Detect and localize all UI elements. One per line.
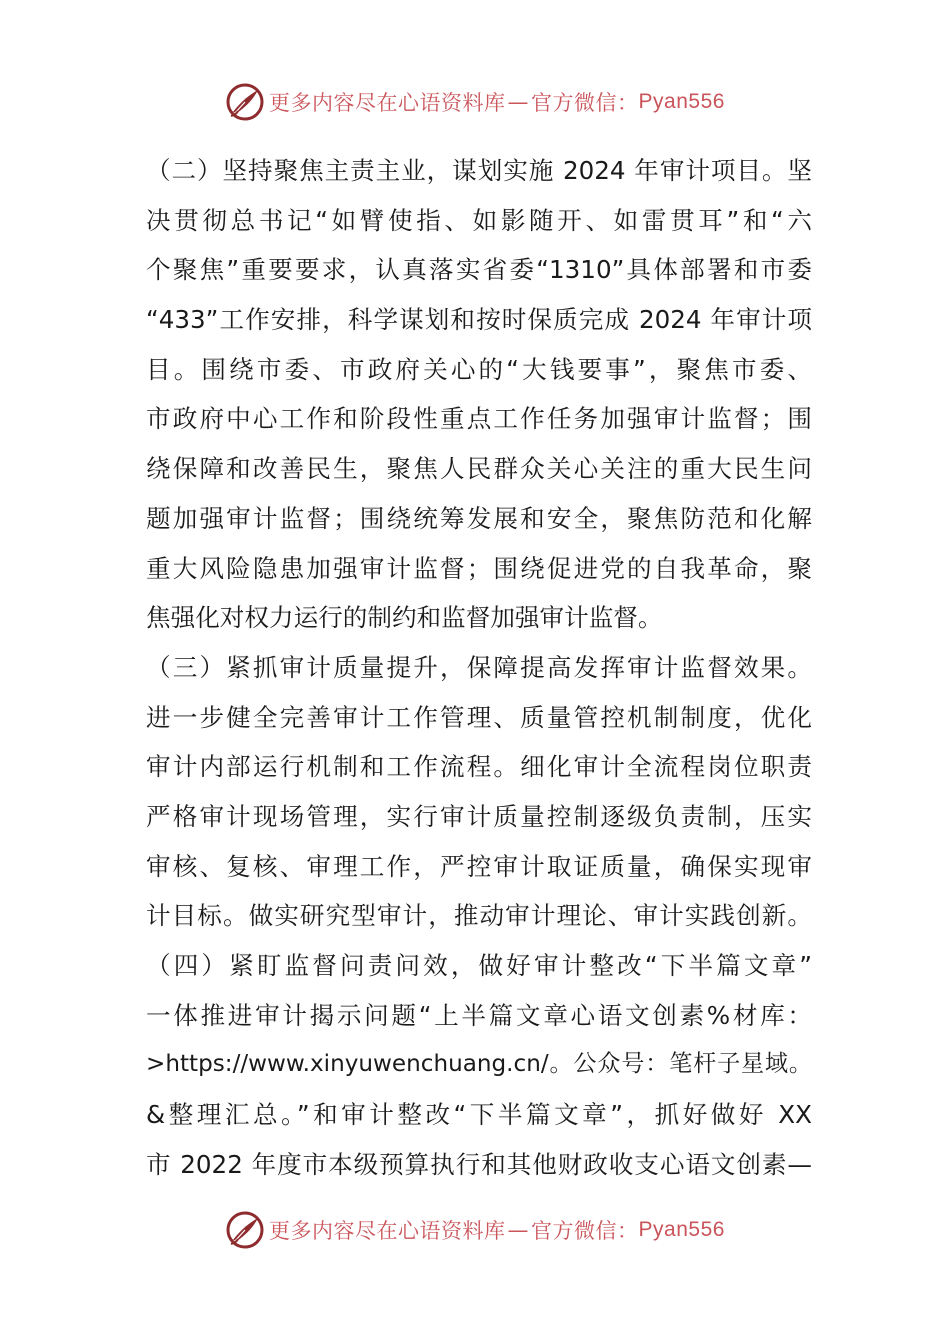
text-line: 决贯彻总书记“如臂使指、如影随开、如雷贯耳”和“六 bbox=[146, 205, 812, 235]
text-line: 计目标。做实研究型审计，推动审计理论、审计实践创新。 bbox=[146, 901, 812, 931]
text-line: （三）紧抓审计质量提升，保障提高发挥审计监督效果。 bbox=[146, 652, 812, 682]
quill-logo-icon bbox=[225, 82, 265, 122]
banner-label: 官方微信： bbox=[531, 91, 639, 115]
text-line: 市 2022 年度市本级预算执行和其他财政收支心语文创素— bbox=[146, 1149, 812, 1179]
banner-label: 官方微信： bbox=[531, 1219, 639, 1243]
text-line: 审计内部运行机制和工作流程。细化审计全流程岗位职责 bbox=[146, 752, 812, 782]
text-line: 目。围绕市委、市政府关心的“大钱要事”，聚焦市委、 bbox=[146, 354, 812, 384]
footer-banner bbox=[0, 1208, 950, 1252]
text-line: 审核、复核、审理工作，严控审计取证质量，确保实现审 bbox=[146, 851, 812, 881]
banner-brand: 更多内容尽在心语资料库 bbox=[269, 1219, 506, 1243]
banner-handle: Pyan556 bbox=[638, 1218, 725, 1241]
text-line: 焦强化对权力运行的制约和监督加强审计监督。 bbox=[146, 603, 663, 633]
banner-handle: Pyan556 bbox=[638, 90, 725, 113]
text-line: 市政府中心工作和阶段性重点工作任务加强审计监督；围 bbox=[146, 404, 812, 434]
header-banner bbox=[0, 80, 950, 124]
quill-logo-icon bbox=[225, 1210, 265, 1250]
text-line: （二）坚持聚焦主责主业，谋划实施 2024 年审计项目。坚 bbox=[146, 156, 812, 185]
text-line: 一体推进审计揭示问题“上半篇文章心语文创素%材库： bbox=[146, 1000, 812, 1030]
text-line: 严格审计现场管理，实行审计质量控制逐级负责制，压实 bbox=[146, 801, 812, 831]
text-line: “433”工作安排，科学谋划和按时保质完成 2024 年审计项 bbox=[146, 305, 812, 335]
document-body bbox=[146, 146, 812, 1189]
text-line: &整理汇总。”和审计整改“下半篇文章”，抓好做好 XX bbox=[146, 1100, 812, 1130]
text-line: 个聚焦”重要要求，认真落实省委“1310”具体部署和市委 bbox=[146, 255, 812, 285]
text-line: 进一步健全完善审计工作管理、质量管控机制制度，优化 bbox=[146, 702, 812, 732]
banner-separator: — bbox=[507, 90, 530, 114]
banner-brand: 更多内容尽在心语资料库 bbox=[269, 91, 506, 115]
text-line: 重大风险隐患加强审计监督；围绕促进党的自我革命，聚 bbox=[146, 553, 812, 583]
banner-separator: — bbox=[507, 1218, 530, 1242]
text-line: >https://www.xinyuwenchuang.cn/。公众号：笔杆子星域。 bbox=[146, 1051, 812, 1078]
text-line: （四）紧盯监督问责问效，做好审计整改“下半篇文章” bbox=[146, 951, 812, 980]
text-line: 绕保障和改善民生，聚焦人民群众关心关注的重大民生问 bbox=[146, 454, 812, 484]
text-line: 题加强审计监督；围绕统筹发展和安全，聚焦防范和化解 bbox=[146, 503, 812, 533]
